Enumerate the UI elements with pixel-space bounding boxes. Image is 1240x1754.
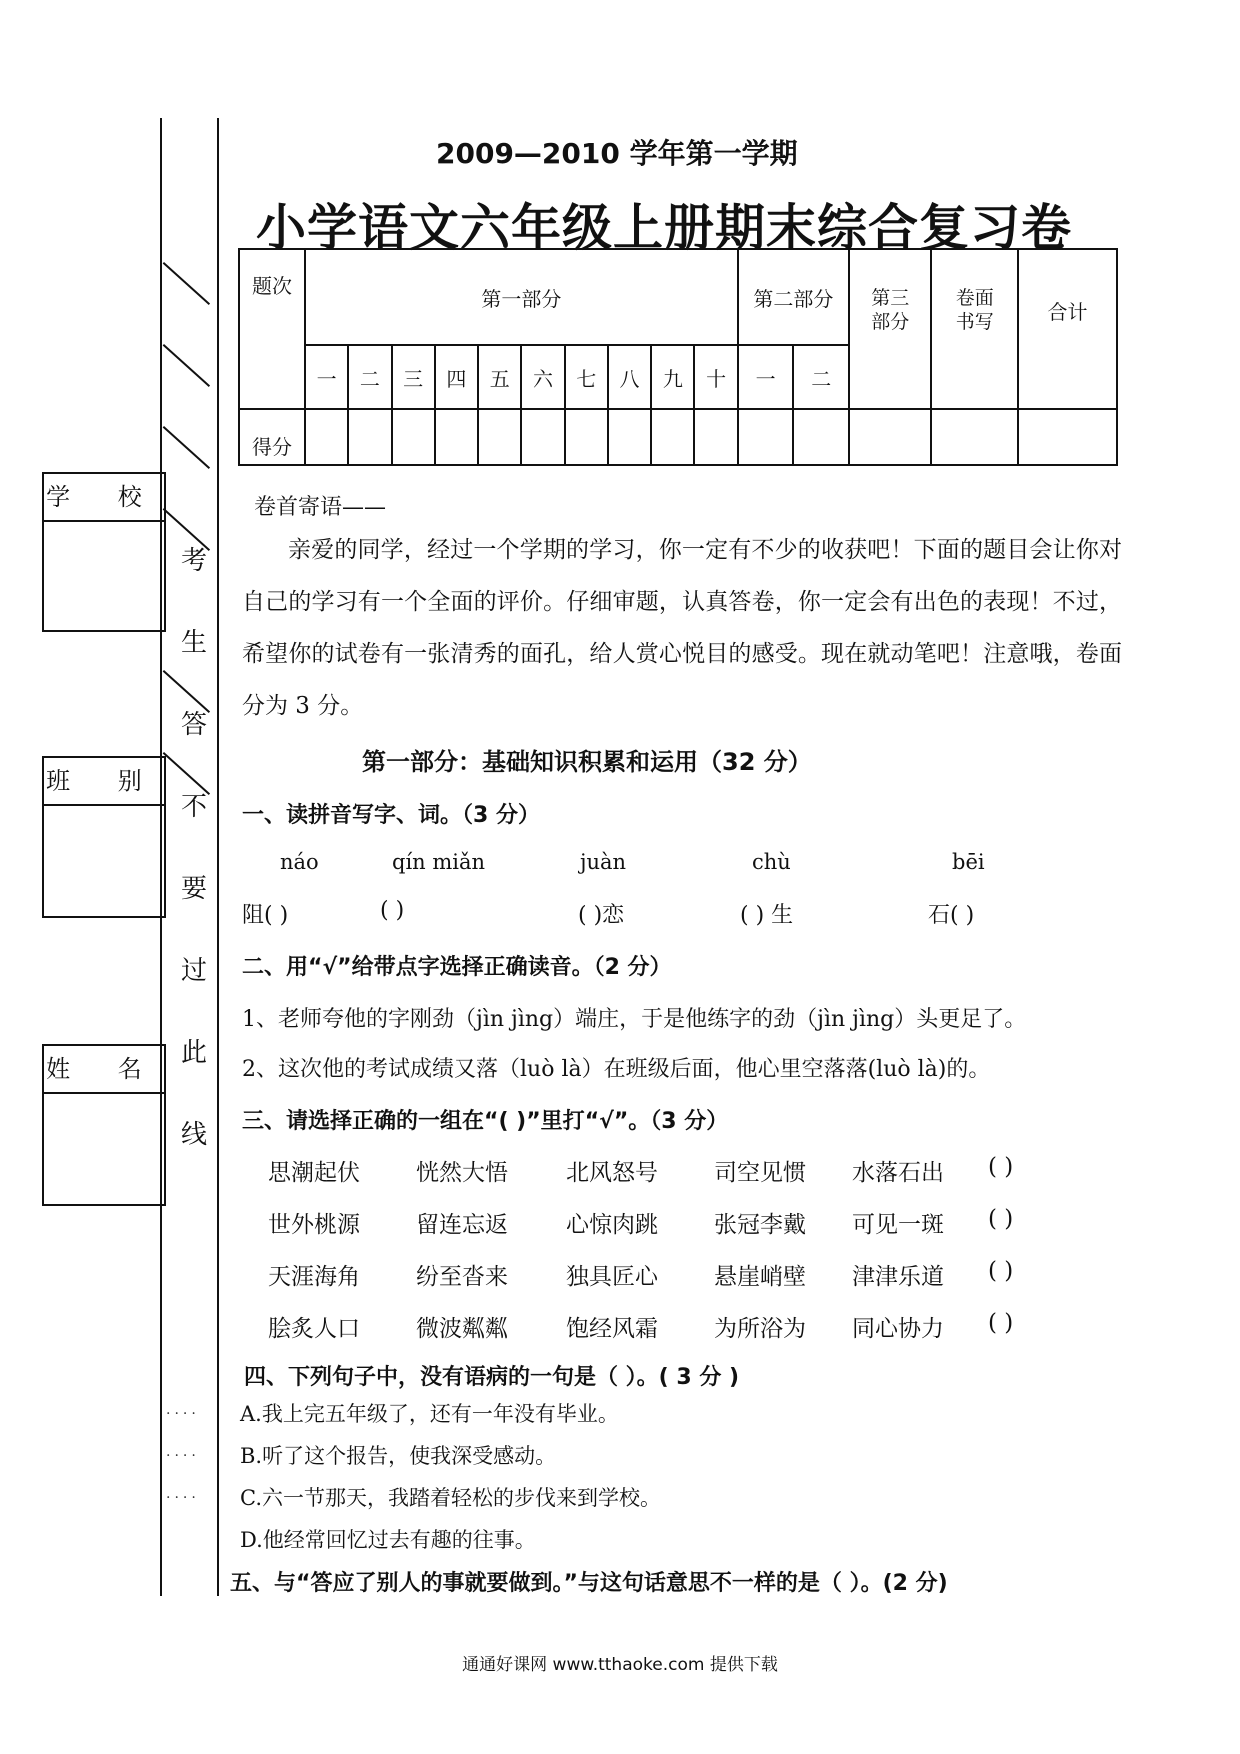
q3-word: 司空见惯 bbox=[714, 1160, 806, 1186]
part1-title: 第一部分：基础知识积累和运用（32 分） bbox=[362, 748, 812, 776]
q3-word: 可见一斑 bbox=[852, 1212, 944, 1238]
score-cell[interactable] bbox=[305, 409, 348, 465]
q4-option[interactable]: C.六一节那天，我踏着轻松的步伐来到学校。 bbox=[240, 1486, 661, 1510]
score-table bbox=[238, 248, 1118, 466]
q2-line: 2、这次他的考试成绩又落（luò là）在班级后面，他心里空落落(luò là)的。 bbox=[242, 1057, 991, 1082]
binding-slash bbox=[163, 344, 210, 387]
q1-blank[interactable]: ( )恋 bbox=[578, 903, 625, 928]
intro-paragraph: 亲爱的同学，经过一个学期的学习，你一定有不少的收获吧！下面的题目会让你对自己的学习有一个全面的评价。仔细审题，认真答卷，你一定会有出色的表现！不过，希望你的试卷有一张清秀的面孔，给人赏心悦目的感受。现在就动笔吧！注意哦，卷面分为 3 分。 bbox=[242, 537, 1122, 719]
part1-item: 一 bbox=[305, 345, 348, 409]
intro-heading: 卷首寄语—— bbox=[254, 495, 387, 520]
notice-char: 生 bbox=[180, 628, 207, 658]
q3-word: 悬崖峭壁 bbox=[714, 1264, 806, 1290]
part2-item: 二 bbox=[793, 345, 849, 409]
notice-char: 答 bbox=[180, 710, 207, 740]
score-cell[interactable] bbox=[793, 409, 849, 465]
q5-title: 五、与“答应了别人的事就要做到。”与这句话意思不一样的是（ ）。(2 分) bbox=[230, 1571, 948, 1596]
part3-header: 第三部分 bbox=[849, 249, 931, 409]
part1-item: 六 bbox=[521, 345, 564, 409]
part2-item: 一 bbox=[738, 345, 794, 409]
q3-word: 恍然大悟 bbox=[416, 1160, 508, 1186]
score-cell[interactable] bbox=[348, 409, 391, 465]
part1-header: 第一部分 bbox=[305, 249, 738, 345]
q3-choice[interactable]: ( ) bbox=[988, 1206, 1014, 1232]
q3-word: 纷至沓来 bbox=[416, 1264, 508, 1290]
score-cell[interactable] bbox=[1018, 409, 1117, 465]
score-cell[interactable] bbox=[849, 409, 931, 465]
q3-choice[interactable]: ( ) bbox=[988, 1154, 1014, 1180]
notice-char: 不 bbox=[180, 792, 207, 822]
binding-line-inner bbox=[217, 118, 219, 1596]
q3-word: 张冠李戴 bbox=[714, 1212, 806, 1238]
q1-blank[interactable]: 阻( ) bbox=[242, 903, 289, 928]
notice-char: 过 bbox=[180, 956, 207, 986]
score-label: 得分 bbox=[239, 409, 305, 465]
total-header: 合计 bbox=[1018, 249, 1117, 409]
q3-choice[interactable]: ( ) bbox=[988, 1310, 1014, 1336]
school-box[interactable] bbox=[42, 472, 166, 632]
q1-pinyin: náo bbox=[280, 850, 319, 874]
footer: 通通好课网 www.tthaoke.com 提供下载 bbox=[462, 1655, 778, 1675]
class-label: 班 别 bbox=[44, 758, 164, 806]
q1-blank[interactable]: ( ) 生 bbox=[740, 903, 794, 928]
q3-word: 思潮起伏 bbox=[268, 1160, 360, 1186]
part1-item: 五 bbox=[478, 345, 521, 409]
school-label: 学 校 bbox=[44, 474, 164, 522]
q3-word: 心惊肉跳 bbox=[566, 1212, 658, 1238]
q3-row bbox=[268, 1258, 1098, 1298]
q3-choice[interactable]: ( ) bbox=[988, 1258, 1014, 1284]
q3-word: 留连忘返 bbox=[416, 1212, 508, 1238]
q3-row bbox=[268, 1206, 1098, 1246]
notice-char: 考 bbox=[180, 546, 207, 576]
notice-char: 此 bbox=[180, 1038, 207, 1068]
score-cell[interactable] bbox=[651, 409, 694, 465]
name-label: 姓 名 bbox=[44, 1046, 164, 1094]
class-box[interactable] bbox=[42, 756, 166, 918]
topic-label: 题次 bbox=[239, 249, 305, 409]
score-cell[interactable] bbox=[931, 409, 1018, 465]
q3-word: 天涯海角 bbox=[268, 1264, 360, 1290]
score-cell[interactable] bbox=[435, 409, 478, 465]
q3-word: 同心协力 bbox=[852, 1316, 944, 1342]
q3-row bbox=[268, 1154, 1098, 1194]
q1-pinyin: bēi bbox=[952, 850, 985, 874]
q3-word: 为所浴为 bbox=[714, 1316, 806, 1342]
part1-item: 八 bbox=[608, 345, 651, 409]
part1-item: 四 bbox=[435, 345, 478, 409]
score-cell[interactable] bbox=[694, 409, 737, 465]
part1-item: 九 bbox=[651, 345, 694, 409]
notice-char: 线 bbox=[180, 1120, 207, 1150]
q4-title: 四、下列句子中，没有语病的一句是（ ）。( 3 分 ) bbox=[244, 1365, 740, 1390]
handwriting-header: 卷面书写 bbox=[931, 249, 1018, 409]
binding-slash bbox=[163, 426, 210, 469]
part1-item: 七 bbox=[565, 345, 608, 409]
part1-item: 十 bbox=[694, 345, 737, 409]
q3-word: 水落石出 bbox=[852, 1160, 944, 1186]
exam-subtitle: 2009—2010 学年第一学期 bbox=[436, 137, 798, 170]
binding-slash bbox=[163, 262, 210, 305]
q4-option[interactable]: A.我上完五年级了，还有一年没有毕业。 bbox=[240, 1402, 619, 1426]
score-cell[interactable] bbox=[478, 409, 521, 465]
q4-option[interactable]: B.听了这个报告，使我深受感动。 bbox=[240, 1444, 557, 1468]
binding-dots: .... bbox=[166, 1402, 200, 1418]
q3-word: 独具匠心 bbox=[566, 1264, 658, 1290]
q1-blank[interactable]: 石( ) bbox=[928, 903, 975, 928]
q3-word: 世外桃源 bbox=[268, 1212, 360, 1238]
q1-blank[interactable]: ( ) bbox=[380, 898, 405, 923]
q2-line: 1、老师夸他的字刚劲（jìn jìng）端庄，于是他练字的劲（jìn jìng）头更足了。 bbox=[242, 1007, 1027, 1032]
q3-word: 饱经风霜 bbox=[566, 1316, 658, 1342]
part2-header: 第二部分 bbox=[738, 249, 849, 345]
q3-word: 津津乐道 bbox=[852, 1264, 944, 1290]
q3-word: 微波粼粼 bbox=[416, 1316, 508, 1342]
binding-dots: .... bbox=[166, 1486, 200, 1502]
q3-word: 脍炙人口 bbox=[268, 1316, 360, 1342]
notice-char: 要 bbox=[180, 874, 207, 904]
q4-option[interactable]: D.他经常回忆过去有趣的往事。 bbox=[240, 1528, 536, 1552]
score-cell[interactable] bbox=[738, 409, 794, 465]
score-cell[interactable] bbox=[565, 409, 608, 465]
part1-item: 三 bbox=[392, 345, 435, 409]
exam-title: 小学语文六年级上册期末综合复习卷 bbox=[256, 199, 1072, 257]
score-cell[interactable] bbox=[392, 409, 435, 465]
q1-pinyin: chù bbox=[752, 850, 791, 874]
q1-title: 一、读拼音写字、词。（3 分） bbox=[242, 803, 540, 828]
q3-row bbox=[268, 1310, 1098, 1350]
q1-pinyin: juàn bbox=[580, 850, 627, 874]
q3-word: 北风怒号 bbox=[566, 1160, 658, 1186]
score-cell[interactable] bbox=[608, 409, 651, 465]
q2-title: 二、用“√”给带点字选择正确读音。（2 分） bbox=[242, 955, 672, 980]
binding-dots: .... bbox=[166, 1444, 200, 1460]
q1-pinyin: qín miǎn bbox=[392, 850, 486, 874]
name-box[interactable] bbox=[42, 1044, 166, 1206]
score-cell[interactable] bbox=[521, 409, 564, 465]
part1-item: 二 bbox=[348, 345, 391, 409]
q3-title: 三、请选择正确的一组在“( )”里打“√”。（3 分） bbox=[242, 1109, 729, 1134]
